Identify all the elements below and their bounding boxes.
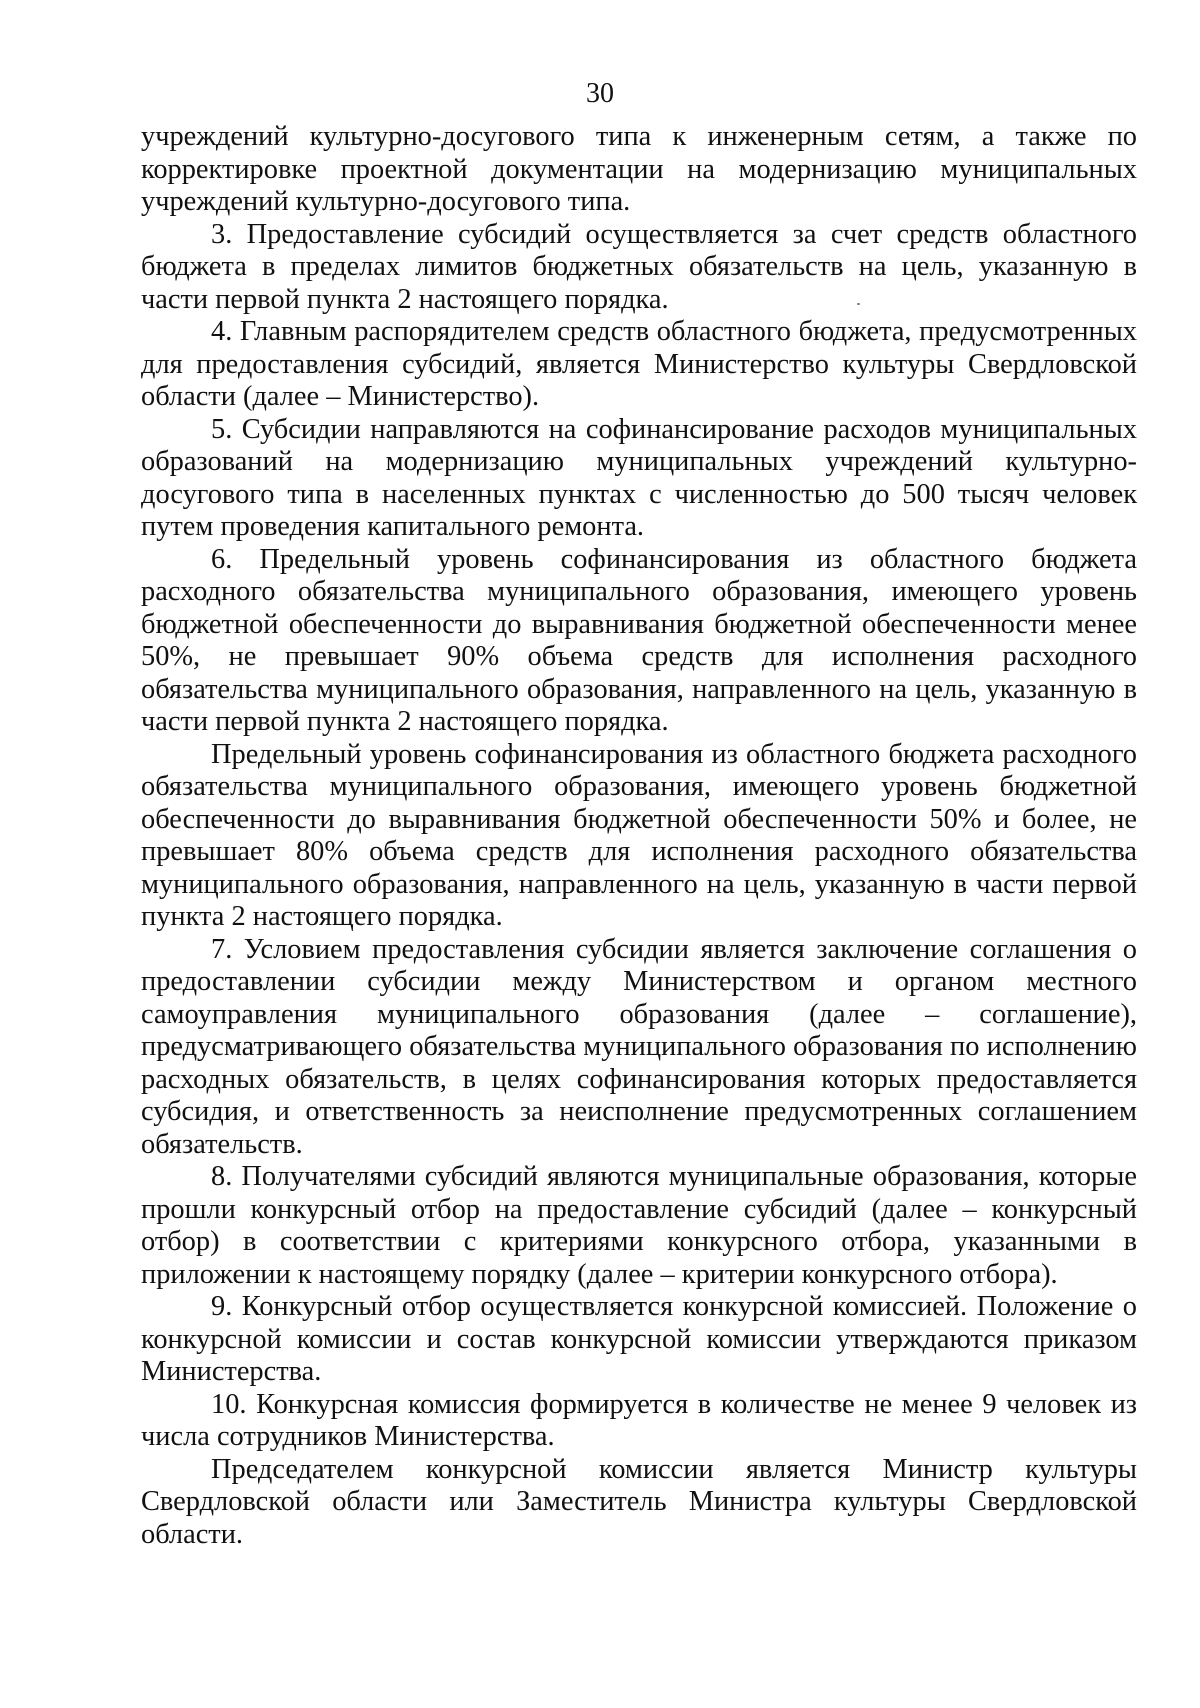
paragraph-continuation: учреждений культурно-досугового типа к инженерным сетям, а также по корректировке проектной документации на модернизацию муниципальных учреждений культурно-досугового типа. [141, 121, 1137, 217]
paragraph-7: 7. Условием предоставления субсидии является заключение соглашения о предоставлении субсидии между Министерством и органом местного самоуправления муниципального образования (далее – соглашение), предусматривающего обязательства муниципального образования по исполнению расходных обязательств, в целях софинансирования которых предоставляется субсидия, и ответственность за неисполнение предусмотренных соглашением обязательств. [141, 933, 1137, 1160]
paragraph-6-part-2: Предельный уровень софинансирования из областного бюджета расходного обязательства муниципального образования, имеющего уровень бюджетной обеспеченности до выравнивания бюджетной обеспеченности 50% и более, не превышает 80% объема средств для исполнения расходного обязательства муниципального образования, направленного на цель, указанную в части первой пункта 2 настоящего порядка. [141, 738, 1137, 932]
paragraph-10: 10. Конкурсная комиссия формируется в количестве не менее 9 человек из числа сотрудников Министерства. [141, 1388, 1137, 1452]
document-body [141, 121, 1137, 1551]
paragraph-3: 3. Предоставление субсидий осуществляется за счет средств областного бюджета в пределах лимитов бюджетных обязательств на цель, указанную в части первой пункта 2 настоящего порядка. [141, 218, 1137, 315]
paragraph-5: 5. Субсидии направляются на софинансирование расходов муниципальных образований на модернизацию муниципальных учреждений культурно-досугового типа в населенных пунктах с численностью до 500 тысяч человек путем проведения капитального ремонта. [141, 413, 1137, 542]
paragraph-9: 9. Конкурсный отбор осуществляется конкурсной комиссией. Положение о конкурсной комиссии и состав конкурсной комиссии утверждаются приказом Министерства. [141, 1291, 1137, 1387]
page-number: 30 [586, 78, 614, 109]
paragraph-10-part-2: Председателем конкурсной комиссии является Министр культуры Свердловской области или Заместитель Министра культуры Свердловской области. [141, 1453, 1137, 1550]
scan-speck [857, 303, 860, 305]
paragraph-8: 8. Получателями субсидий являются муниципальные образования, которые прошли конкурсный отбор на предоставление субсидий (далее – конкурсный отбор) в соответствии с критериями конкурсного отбора, указанными в приложении к настоящему порядку (далее – критерии конкурсного отбора). [141, 1161, 1137, 1290]
paragraph-4: 4. Главным распорядителем средств областного бюджета, предусмотренных для предоставления субсидий, является Министерство культуры Свердловской области (далее – Министерство). [141, 316, 1137, 412]
paragraph-6: 6. Предельный уровень софинансирования из областного бюджета расходного обязательства муниципального образования, имеющего уровень бюджетной обеспеченности до выравнивания бюджетной обеспеченности менее 50%, не превышает 90% объема средств для исполнения расходного обязательства муниципального образования, направленного на цель, указанную в части первой пункта 2 настоящего порядка. [141, 543, 1137, 737]
